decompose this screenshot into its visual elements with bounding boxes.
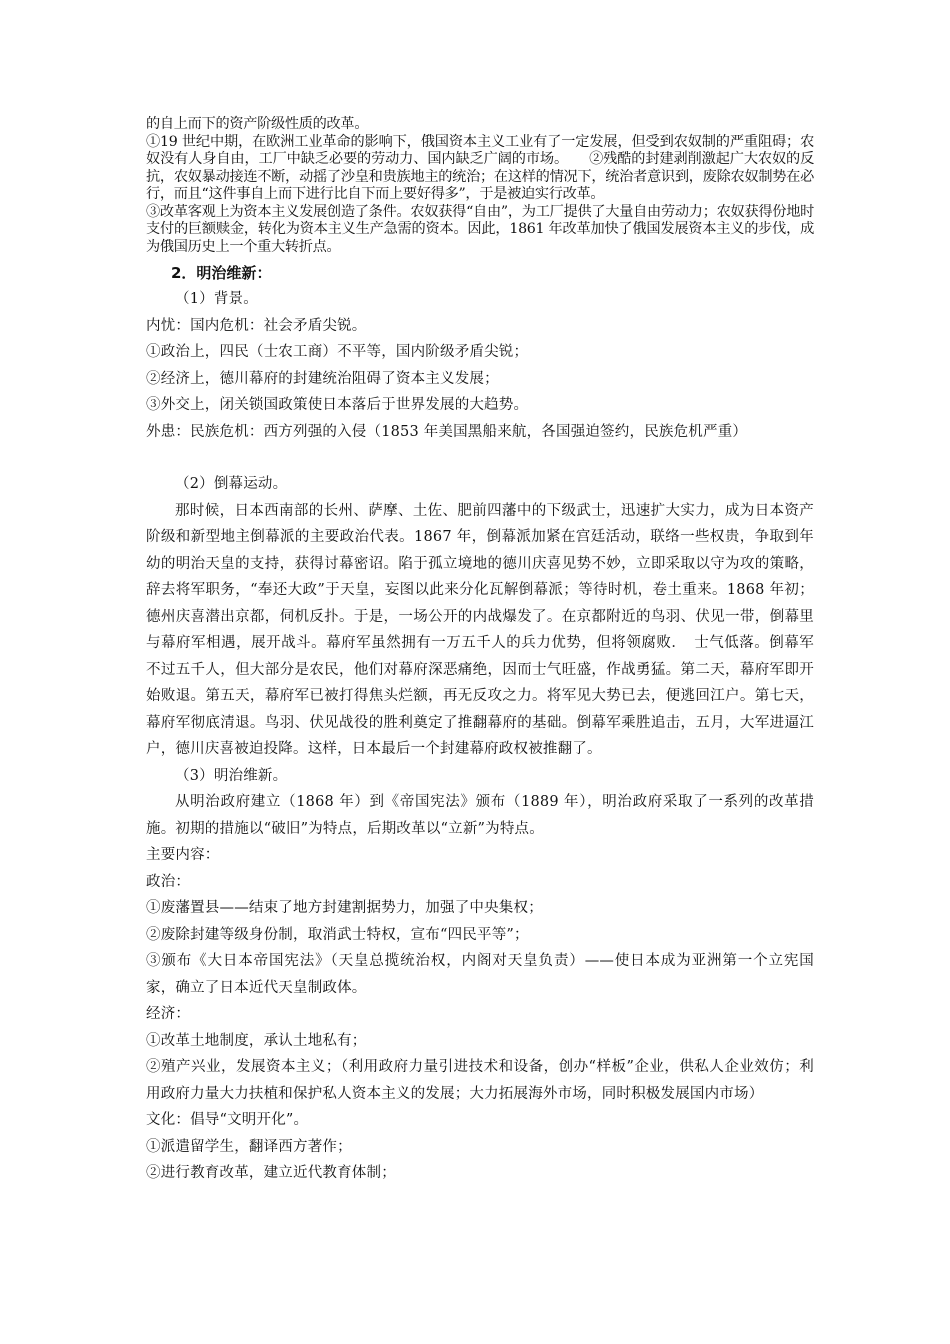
politics-item: ①废藩置县——结束了地方封建割据势力，加强了中央集权； bbox=[146, 900, 543, 916]
subheading-meiji-restoration: （3）明治维新。 bbox=[175, 767, 288, 784]
subheading-background: （1）背景。 bbox=[175, 291, 258, 307]
document-page bbox=[146, 116, 814, 1187]
main-content-label: 主要内容： bbox=[146, 847, 220, 863]
paragraph-intro-tail: 的自上而下的资产阶级性质的改革。 bbox=[146, 116, 369, 132]
economy-label: 经济： bbox=[146, 1006, 191, 1022]
culture-item: ①派遣留学生，翻译西方著作； bbox=[146, 1138, 352, 1155]
external-crisis: 外患：民族危机：西方列强的入侵（1853 年美国黑船来航，各国强迫签约，民族危机严重） bbox=[146, 423, 748, 440]
paragraph-russia-significance: ③改革客观上为资本主义发展创造了条件。农奴获得“自由”，为工厂提供了大量自由劳动力；农奴获得份地时支付的巨额赎金，转化为资本主义生产急需的资本。因此，1861 年改革加快了俄国发展资本主义的步伐，成为俄国历史上一个重大转折点。 bbox=[146, 203, 814, 255]
internal-item: ③外交上，闭关锁国政策使日本落后于世界发展的大趋势。 bbox=[146, 397, 529, 413]
spacer bbox=[146, 445, 814, 471]
paragraph-tobaku: 那时候，日本西南部的长州、萨摩、土佐、肥前四藩中的下级武士，迅速扩大实力，成为日本资产阶级和新型地主倒幕派的主要政治代表。1867 年，倒幕派加紧在宫廷活动，联络一些权贵，争取到年幼的明治天皇的支持，获得讨幕密诏。陷于孤立境地的德川庆喜见势不妙，立即采取以守为攻的策略，辞去将军职务，“奉还大政”于天皇，妄图以此来分化瓦解倒幕派；等待时机，卷土重来。1868 年初；德州庆喜潜出京都，伺机反扑。于是，一场公开的内战爆发了。在京都附近的鸟羽、伏见一带，倒幕里与幕府军相遇，展开战斗。幕府军虽然拥有一万五千人的兵力优势，但将领腐败． 士气低落。倒幕军不过五千人，但大部分是农民，他们对幕府深恶痛绝，因而士气旺盛，作战勇猛。第二天，幕府军即开始败退。第五天，幕府军已被打得焦头烂额，再无反攻之力。将军见大势已去，便逃回江户。第七天，幕府军彻底清退。鸟羽、伏见战役的胜利奠定了推翻幕府的基础。倒幕军乘胜追击，五月，大军进逼江户，德川庆喜被迫投降。这样，日本最后一个封建幕府政权被推翻了。 bbox=[146, 502, 814, 757]
section-heading-meiji: 2．明治维新： bbox=[171, 264, 272, 282]
meiji-section-body bbox=[146, 286, 814, 1187]
culture-item: ②进行教育改革，建立近代教育体制； bbox=[146, 1165, 396, 1181]
russia-reform-block bbox=[146, 116, 814, 256]
paragraph-meiji: 从明治政府建立（1868 年）到《帝国宪法》颁布（1889 年），明治政府采取了一系列的改革措施。初期的措施以“破旧”为特点，后期改革以“立新”为特点。 bbox=[146, 794, 814, 837]
internal-item: ②经济上，德川幕府的封建统治阻碍了资本主义发展； bbox=[146, 370, 499, 387]
politics-item: ②废除封建等级身份制，取消武士特权，宣布“四民平等”； bbox=[146, 926, 529, 943]
internal-item: ①政治上，四民（士农工商）不平等，国内阶级矛盾尖锐； bbox=[146, 344, 529, 360]
subheading-tobaku: （2）倒幕运动。 bbox=[175, 476, 288, 492]
politics-label: 政治： bbox=[146, 873, 191, 890]
politics-item: ③颁布《大日本帝国宪法》（天皇总揽统治权，内阁对天皇负责）——使日本成为亚洲第一个立宪国家，确立了日本近代天皇制政体。 bbox=[146, 953, 814, 996]
culture-label: 文化：倡导“文明开化”。 bbox=[146, 1112, 309, 1128]
internal-crisis-label: 内忧：国内危机：社会矛盾尖锐。 bbox=[146, 317, 367, 334]
economy-item: ①改革土地制度，承认土地私有； bbox=[146, 1032, 367, 1049]
paragraph-russia-background: ①19 世纪中期，在欧洲工业革命的影响下，俄国资本主义工业有了一定发展，但受到农奴制的严重阻碍；农奴没有人身自由，工厂中缺乏必要的劳动力、国内缺乏广阔的市场。 ②残酷的封建剥削激起广大农奴的反抗，农奴暴动接连不断，动摇了沙皇和贵族地主的统治；在这样的情况下，统治者意识到，废除农奴制势在必行，而且“这件事自上而下进行比自下而上要好得多”，于是被迫实行改革。 bbox=[146, 133, 814, 202]
economy-item: ②殖产兴业，发展资本主义；（利用政府力量引进技术和设备，创办“样板”企业，供私人企业效仿；利用政府力量大力扶植和保护私人资本主义的发展；大力拓展海外市场，同时积极发展国内市场） bbox=[146, 1059, 814, 1102]
